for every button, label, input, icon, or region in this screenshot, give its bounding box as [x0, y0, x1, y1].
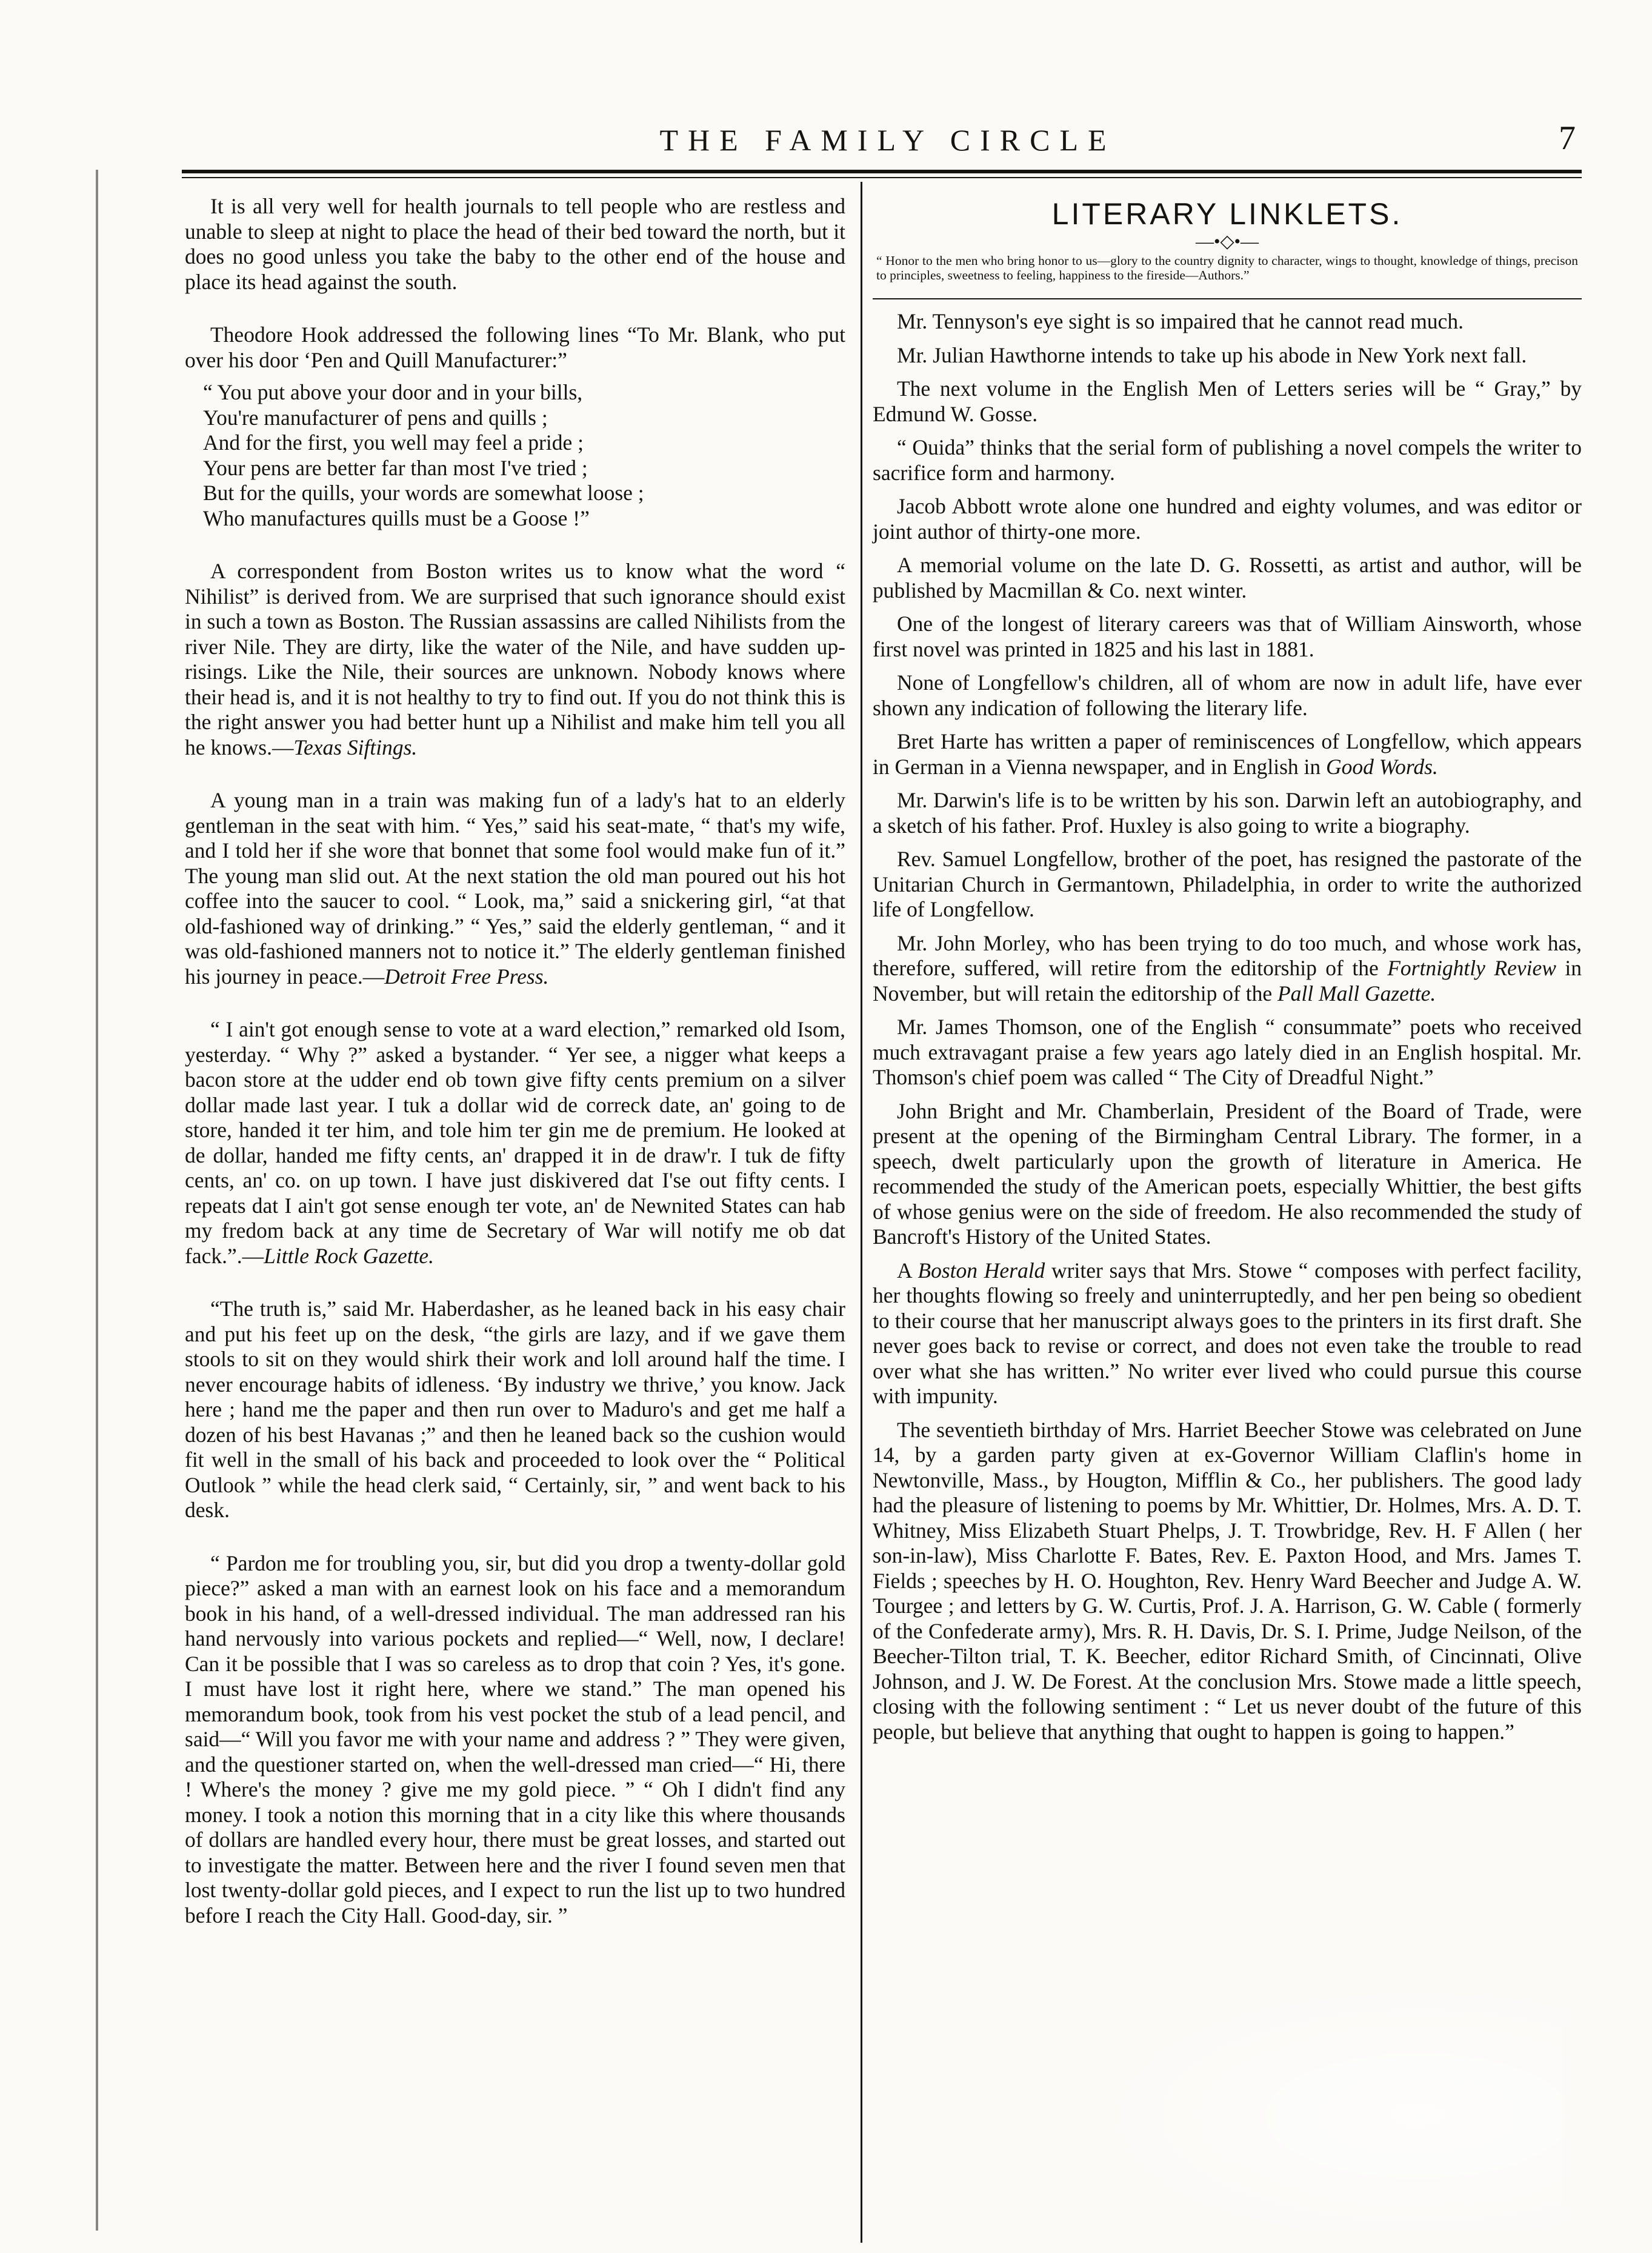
item-text: writer says that Mrs. Stowe “ composes with perfect facility, her thoughts flowing so freely and uninterruptedly, and her pen being so obedient to their course that her manuscript always goes to the printers in its first draft. She never goes back to revise or correct, and does not even take the trouble to read over what she has written.” No writer ever lived who could pursue this course with impunity.	[873, 1258, 1582, 1408]
page-header	[182, 115, 1594, 176]
article-nihilist	[185, 559, 845, 760]
linklet-item: One of the longest of literary careers was that of William Ainsworth, whose first novel was printed in 1825 and his last in 1881.	[873, 612, 1582, 661]
linklet-darwin: Mr. Darwin's life is to be written by his son. Darwin left an autobiography, and a sketch of his father. Prof. Huxley is also going to write a biography.	[873, 788, 1582, 838]
article-text: A young man in a train was making fun of a lady's hat to an elderly gentleman in the seat with him. “ Yes,” said his seat-mate, “ that's my wife, and I told her if she wore that bonnet that some fool would make fun of it.” The young man slid out. At the next station the old man poured out his hot coffee into the saucer to cool. “ Look, ma,” said a snickering girl, “at that old-fashioned way of drinking.” “ Yes,” said the elderly gentleman, “ and it was old-fashioned manners not to notice it.” The elderly gentleman finished his journey in peace.—	[185, 788, 845, 989]
linklet-bret-harte	[873, 729, 1582, 779]
article-gold-piece: “ Pardon me for troubling you, sir, but did you drop a twenty-dollar gold piece?” asked a man with an earnest look on his face and a memorandum book in his hand, of a well-dressed individual. The man addressed ran his hand nervously into various pockets and replied—“ Well, now, I declare! Can it be possible that I was so careless as to drop that coin ? Yes, it's gone. I must have lost it right here, where we stand.” The man opened his memorandum book, took from his vest pocket the stub of a lead pencil, and said—“ Will you favor me with your name and address ? ” They were given, and the questioner started on, when the well-dressed man cried—“ Hi, there ! Where's the money ? give me my gold piece. ” “ Oh I didn't find any money. I took a notion this morning that in a city like this where thousands of dollars are handled every hour, there must be great losses, and started out to investigate the matter. Between here and the river I found seven men that lost twenty-dollar gold pieces, and I expect to run the list up to two hundred before I reach the City Hall. Good-day, sir. ”	[185, 1550, 845, 1928]
article-haberdasher: “The truth is,” said Mr. Haberdasher, as he leaned back in his easy chair and put his feet up on the desk, “the girls are lazy, and if we gave them stools to sit on they would shirk their work and loll around half the time. I never encourage habits of idleness. ‘By industry we thrive,’ you know. Jack here ; hand me the paper and then run over to Maduro's and get me half a dozen of his best Havanas ;” and then he leaned back so the cushion would fit well in the small of his back and proceeded to look over the “ Political Outlook ” while the head clerk said, “ Certainly, sir, ” and went back to his desk.	[185, 1297, 845, 1522]
section-motto: “ Honor to the men who bring honor to us—glory to the country dignity to character, wings to thought, knowledge of things, precison to principles, sweetness to feeling, happiness to the fireside—Authors.”	[876, 253, 1578, 282]
item-text: Mr. John Morley, who has been trying to do too much, and whose work has, therefore, suffered, will retire from the editorship of the	[873, 930, 1582, 980]
hook-verse	[203, 380, 845, 531]
item-italic: Fortnightly Review	[1387, 956, 1556, 980]
linklet-item: “ Ouida” thinks that the serial form of publishing a novel compels the writer to sacrifice form and harmony.	[873, 435, 1582, 485]
section-title: LITERARY LINKLETS.	[1051, 197, 1403, 231]
verse-line: But for the quills, your words are somewhat loose ;	[203, 481, 644, 505]
item-text: A	[897, 1258, 918, 1283]
linklet-item: None of Longfellow's children, all of whom are now in adult life, have ever shown any indication of following the literary life.	[873, 670, 1582, 720]
page-number: 7	[1559, 119, 1576, 157]
linklet-item: Jacob Abbott wrote alone one hundred and eighty volumes, and was editor or joint author of thirty-one more.	[873, 494, 1582, 544]
item-italic: Pall Mall Gazette.	[1277, 981, 1436, 1006]
linklet-john-bright: John Bright and Mr. Chamberlain, President of the Board of Trade, were present at the opening of the Birmingham Central Library. The former, in a speech, dwelt particularly upon the growth of literature in America. He recommended the study of the American poets, especially Whittier, the best gifts of whose genius were on the side of freedom. He also recommended the study of Bancroft's History of the United States.	[873, 1098, 1582, 1249]
article-text: “ I ain't got enough sense to vote at a ward election,” remarked old Isom, yesterday. “ Why ?” asked a bystander. “ Yer see, a nigger what keeps a bacon store at the udder end ob town give fifty cents premium on a silver dollar made last year. I tuk a dollar wid de correck date, an' going to de store, handed it ter him, and tole him ter gin me de premium. He looked at de dollar, handed me fifty cents, an' drapped it in de draw'r. I tuk de fifty cents, an' co. on up town. I have just diskivered dat I'se out fifty cents. I repeats dat I ain't got sense enough ter vote, an' de Newnited States can hab my fredom back at any time de Secretary of War will notify me ob dat fack.”.—	[185, 1017, 845, 1268]
article-health-journals: It is all very well for health journals to tell people who are restless and unable to sleep at night to place the head of their bed toward the north, but it does no good unless you take the baby to the other end of the house and place its head against the south.	[185, 194, 845, 294]
article-text: A correspondent from Boston writes us to know what the word “ Nihilist” is derived from. We are surprised that such ignorance should exist in such a town as Boston. The Russian assassins are called Nihilists from the river Nile. They are dirty, like the water of the Nile, and have sudden up-risings. Like the Nile, their sources are unknown. Nobody knows where their head is, and it is not healthy to try to find out. If you do not think this is the right answer you had better hunt up a Nihilist and make him tell you all he knows.—	[185, 559, 845, 759]
verse-line: You're manufacturer of pens and quills ;	[203, 405, 548, 430]
verse-line: “ You put above your door and in your bills,	[203, 380, 583, 404]
article-source: Detroit Free Press.	[384, 964, 549, 989]
publication-title: THE FAMILY CIRCLE	[659, 123, 1116, 157]
linklet-stowe-birthday: The seventieth birthday of Mrs. Harriet Beecher Stowe was celebrated on June 14, by a garden party given at ex-Governor William Claflin's home in Newtonville, Mass., by Hougton, Mifflin & Co., her publishers. The good lady had the pleasure of listening to poems by Mr. Whittier, Dr. Holmes, Mrs. A. D. T. Whitney, Miss Elizabeth Stuart Phelps, J. T. Trowbridge, Rev. H. F Allen ( her son-in-law), Miss Charlotte F. Bates, Rev. E. Paxton Hood, and Mrs. James T. Fields ; speeches by H. O. Houghton, Rev. Henry Ward Beecher and Judge A. W. Tourgee ; and letters by G. W. Curtis, Prof. J. A. Harrison, G. W. Cable ( formerly of the Confederate army), Mrs. R. H. Davis, Dr. S. I. Prime, Judge Neilson, of the Beecher-Tilton trial, T. K. Beecher, editor Richard Smith, of Cincinnati, Olive Johnson, and J. W. De Forest. At the conclusion Mrs. Stowe made a little speech, closing with the following sentiment : “ Let us never doubt of the future of this people, but believe that anything that ought to happen is going to happen.”	[873, 1417, 1582, 1744]
verse-line: Your pens are better far than most I've tried ;	[203, 455, 588, 480]
article-old-isom	[185, 1017, 845, 1269]
binding-edge	[96, 170, 98, 2231]
linklet-item: Mr. Tennyson's eye sight is so impaired that he cannot read much.	[897, 309, 1464, 333]
linklet-james-thomson: Mr. James Thomson, one of the English “ consummate” poets who received much extravagant praise a few years ago lately died in an English hospital. Mr. Thomson's chief poem was called “ The City of Dreadful Night.”	[873, 1015, 1582, 1089]
print-blemish	[1079, 1976, 1564, 2231]
linklet-boston-herald	[873, 1258, 1582, 1409]
item-text: Bret Harte has written a paper of reminiscences of Longfellow, which appears in German in a Vienna newspaper, and in English in	[873, 729, 1582, 779]
section-rule	[873, 298, 1582, 299]
item-text: in November, but will retain the editorship of the	[873, 956, 1582, 1006]
item-italic: Good Words.	[1326, 754, 1438, 779]
right-column	[873, 194, 1582, 1753]
column-divider	[861, 182, 862, 2243]
header-rule	[182, 170, 1582, 173]
article-source: Little Rock Gazette.	[264, 1243, 435, 1268]
item-italic: Boston Herald	[918, 1258, 1045, 1283]
article-theodore-hook: Theodore Hook addressed the following lines “To Mr. Blank, who put over his door ‘Pen and Quill Manufacturer:”	[185, 322, 845, 372]
verse-line: Who manufactures quills must be a Goose !”	[203, 506, 590, 530]
ornament-divider: —•◇•—	[1195, 232, 1259, 252]
left-column	[185, 194, 845, 1928]
article-ladys-hat	[185, 788, 845, 989]
article-source: Texas Siftings.	[293, 735, 418, 759]
linklet-item: A memorial volume on the late D. G. Rossetti, as artist and author, will be published by Macmillan & Co. next winter.	[873, 553, 1582, 602]
header-rule-thin	[182, 177, 1582, 178]
linklet-samuel-longfellow: Rev. Samuel Longfellow, brother of the poet, has resigned the pastorate of the Unitarian Church in Germantown, Philadelphia, in order to write the authorized life of Longfellow.	[873, 847, 1582, 921]
linklet-john-morley	[873, 931, 1582, 1007]
linklet-item: Mr. Julian Hawthorne intends to take up his abode in New York next fall.	[897, 342, 1527, 367]
linklet-item: The next volume in the English Men of Letters series will be “ Gray,” by Edmund W. Gosse.	[873, 376, 1582, 426]
verse-line: And for the first, you well may feel a pride ;	[203, 430, 584, 455]
